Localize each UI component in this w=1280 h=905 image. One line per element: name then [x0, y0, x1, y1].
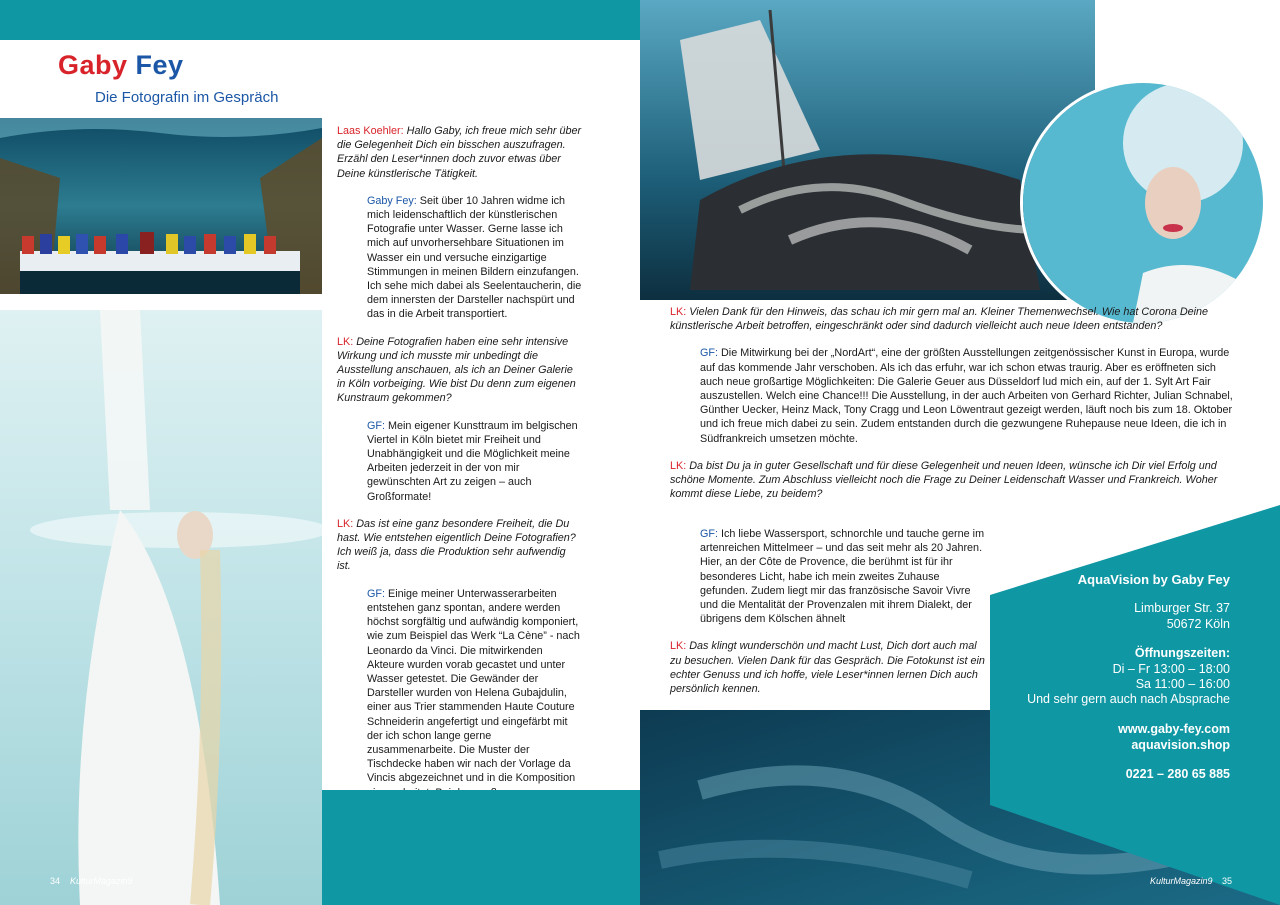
- question-text: Da bist Du ja in guter Gesellschaft und für diese Gelegenheit und neuen Ideen, wünsche ich Dir viel Erfolg und schöne Momente. Zum Abschluss vielleicht noch die Frage zu Deiner Leidenschaft Wasser und Frankreich. Woher kommt diese Liebe, zu beidem?: [670, 459, 1218, 501]
- photo-raft-medusa: [640, 0, 1095, 300]
- right-text-column: [670, 305, 1235, 514]
- top-color-band: [0, 0, 640, 40]
- interview-answer: [700, 346, 1235, 445]
- info-hours-heading: Öffnungszeiten:: [1134, 646, 1230, 660]
- answer-text: Ich liebe Wassersport, schnorchle und tauche gerne im artenreichen Mittelmeer – und das seit mehr als 20 Jahren. Hier, an der Côte de Provence, die berühmt ist für ihr besonderes Licht, habe ich mein zweites Zuhause gefunden. Zudem liegt mir das französische Savoir Vivre und die Mentalität der Provenzalen mit ihrem Dialekt, der übrigens dem Kölschen ähnelt: [700, 528, 985, 626]
- answer-text: Die Mitwirkung bei der „NordArt“, eine der größten Ausstellungen zeitgenössischer Kunst in Europa, wurde auf das kommende Jahr verschoben. Als ich das erfuhr, war ich schon etwas traurig. Aber es eröffneten sich auch neue großartige Möglichkeiten: Die Galerie Geuer aus Düsseldorf lud mich ein, auf der 1. Sylt Art Fair auszustellen. Welch eine Chance!!! Die Ausstellung, in der auch Arbeiten von Gerhard Richter, Julian Schnabel, Günther Uecker, Heinz Mack, Tony Cragg und Leon Löwentraut gezeigt werden, läuft noch bis zum 18. Oktober und ich freue mich dabei zu sein. Zudem entstanden durch die gezwungene Ruhepause neue Ideen, die ich in Südfrankreich umsetzen möchte.: [700, 347, 1233, 445]
- info-shop[interactable]: aquavision.shop: [1131, 738, 1230, 752]
- magazine-name-left: KulturMagazin9: [70, 876, 133, 886]
- speaker-label: GF:: [367, 587, 385, 600]
- info-hours-3: Und sehr gern auch nach Absprache: [1027, 692, 1230, 706]
- interview-question: [337, 124, 582, 181]
- speaker-label: LK:: [670, 459, 687, 472]
- speaker-label: GF:: [367, 419, 385, 432]
- decorative-teal-block: [322, 790, 640, 905]
- answer-text: Mein eigener Kunsttraum im belgischen Viertel in Köln bietet mir Freiheit und Unabhängigkeit und die Möglichkeit meine Arbeiten jederzeit in der von mir gewünschten Art zu zeigen – auch Großformate!: [367, 419, 578, 503]
- interview-question: [670, 459, 1235, 502]
- title-last-name: Fey: [135, 50, 184, 80]
- info-hours-2: Sa 11:00 – 16:00: [1135, 677, 1230, 691]
- page-number-left: 34: [50, 876, 61, 886]
- photo-circle-portrait: [1020, 80, 1266, 326]
- photo-last-supper: [0, 118, 322, 294]
- interview-question: [670, 305, 1235, 333]
- question-text: Das klingt wunderschön und macht Lust, Dich dort auch mal zu besuchen. Vielen Dank für das Gespräch. Die Fotokunst ist ein echter Genuss und ich hoffe, viele Leser*innen lernen Dich auch persönlich kennen.: [670, 640, 985, 696]
- speaker-label: LK:: [337, 517, 354, 530]
- info-hours-1: Di – Fr 13:00 – 18:00: [1112, 662, 1230, 676]
- info-heading: AquaVision by Gaby Fey: [1077, 572, 1230, 587]
- speaker-label: GF:: [700, 528, 718, 540]
- interview-answer: [367, 419, 582, 504]
- speaker-label: GF:: [700, 347, 718, 360]
- info-phone: 0221 – 280 65 885: [1125, 767, 1230, 781]
- page-number-right: 35: [1222, 876, 1233, 886]
- speaker-label: LK:: [670, 640, 687, 653]
- question-text: Das ist eine ganz besondere Freiheit, die Du hast. Wie entstehen eigentlich Deine Fotografien? Ich weiß ja, dass die Produktion sehr aufwendig ist.: [337, 517, 576, 573]
- question-text: Vielen Dank für den Hinweis, das schau ich mir gern mal an. Kleiner Themenwechsel. Wie hat Corona Deine künstlerische Arbeit betroffen, eingeschränkt oder sind dadurch vielleicht auch neue Ideen entstanden?: [670, 306, 1209, 333]
- info-city: 50672 Köln: [1166, 617, 1230, 631]
- answer-text: Einige meiner Unterwasserarbeiten entstehen ganz spontan, andere werden höchst sorgfältig und aufwändig komponiert, wie zum Beispiel das Werk “La Cène” - nach Leonardo da Vinci. Die mitwirkenden Akteure wurden vorab gecastet und unter Wasser getestet. Die Gewänder der Darsteller wurden von Helena Gubajdulin, einer aus Trier stammenden Haute Couture Schneiderin angefertigt und eingefärbt mit der ich schon lange gerne zusammenarbeite. Die Muster der Tischdecke haben wir nach der Vorlage da Vincis abgezeichnet und in die Komposition: [367, 587, 580, 785]
- speaker-label: Laas Koehler:: [337, 125, 404, 137]
- left-text-column: [337, 124, 582, 871]
- interview-question: [337, 335, 582, 406]
- interview-question: [670, 639, 990, 696]
- article-subtitle: Die Fotografin im Gespräch: [95, 89, 279, 106]
- interview-answer: [367, 194, 582, 322]
- speaker-label: Gaby Fey:: [367, 194, 417, 207]
- photo-underwater-woman: [0, 310, 322, 905]
- question-text: Hallo Gaby, ich freue mich sehr über die Gelegenheit Dich ein bisschen auszufragen. Erzähl den Leser*innen doch zuvor etwas über Deine künstlerische Tätigkeit.: [337, 125, 582, 180]
- answer-text: Seit über 10 Jahren widme ich mich leidenschaftlich der künstlerischen Fotografie unter Wasser. Gerne lasse ich mich auf unvorhersehbare Situationen im Wasser ein und versuche einzigartige Stimmungen in meinen Bildern einzufangen. Ich sehe mich dabei als Seelentaucherin, die dem innersten der Darsteller nachspürt und das in die Arbeit transportiert.: [367, 194, 582, 321]
- info-website[interactable]: www.gaby-fey.com: [1118, 722, 1230, 736]
- speaker-label: LK:: [670, 306, 687, 318]
- magazine-name-right: KulturMagazin9: [1150, 876, 1213, 886]
- right-text-column-narrow: [670, 527, 990, 696]
- interview-question: [337, 517, 582, 574]
- article-title: [58, 50, 184, 81]
- title-first-name: Gaby: [58, 50, 128, 80]
- question-text: Deine Fotografien haben eine sehr intensive Wirkung und ich musste mir unbedingt die Ausstellung anschauen, als ich an Deiner Galerie in Köln vorbeiging. Wie bist Du denn zum eigenen Kunstraum gekommen?: [337, 335, 576, 405]
- info-street: Limburger Str. 37: [1134, 601, 1230, 615]
- speaker-label: LK:: [337, 335, 354, 348]
- interview-answer: [700, 527, 990, 626]
